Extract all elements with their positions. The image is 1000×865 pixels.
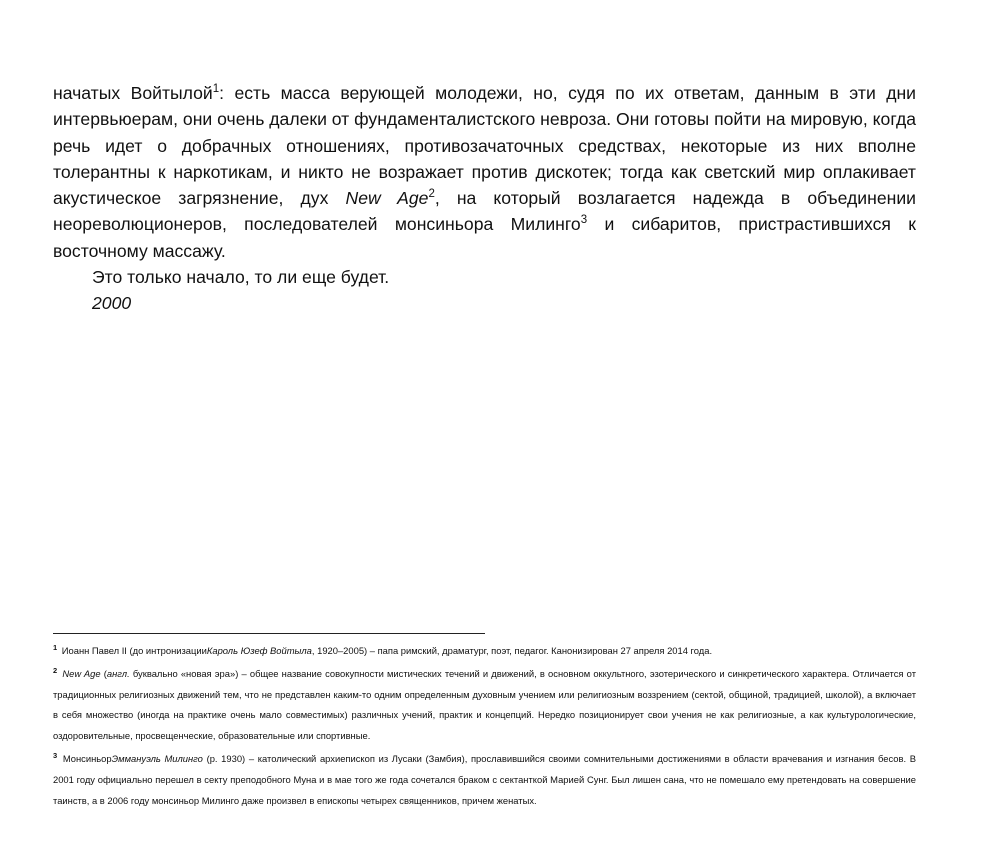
footnote-text: , 1920–2005) – папа римский, драматург, поэт, педагог. Канонизирован 27 апреля 2014 года. (311, 645, 713, 656)
footnote-ref-1[interactable]: 1 (212, 83, 220, 95)
footnote-ref-2[interactable]: 2 (428, 188, 435, 201)
footnote-separator (53, 633, 485, 634)
year: 2000 (92, 293, 132, 314)
footnote-italic-name: Кароль Юзеф Войтыла (206, 645, 312, 656)
footnote-3 (53, 749, 916, 811)
date-line (53, 290, 916, 316)
footnote-number: 2 (53, 665, 58, 675)
footnote-text: Монсиньор (59, 752, 112, 764)
paragraph-text: , на который возлагается надежда в объединении неореволюционеров, последователей монсиньора Милинго (53, 188, 916, 235)
footnote-text: буквально «новая эра») – общее название совокупности мистических течений и движений, в основном оккультного, эзотерического и синкретического характера. Отличается от традиционных религиозных движений тем, что не представлен каким-то одним определенным духовным учением или религиозным воззрением (сектой, общиной, традицией, школой), а включает в себя множество (иногда на практике очень мало совместимых) различных учений, практик и концепций. Нередко позиционирует свои учения не как религиозные, а как культурологические, оздоровительные, просвещенческие, образовательные или спортивные. (53, 667, 916, 742)
footnote-number: 3 (53, 750, 58, 760)
main-text (53, 80, 916, 317)
body-paragraph-2: Это только начало, то ли еще будет. (92, 267, 390, 288)
body-paragraph-1 (53, 80, 916, 264)
footnotes (53, 641, 916, 813)
footnote-italic-name: Эммануэль Милинго (111, 752, 203, 764)
footnote-text: ( (100, 667, 107, 679)
paragraph-text: начатых Войтылой (53, 83, 213, 103)
footnote-italic-term: New Age (62, 667, 101, 679)
footnote-italic-lang: англ. (106, 667, 130, 679)
footnote-number: 1 (53, 643, 58, 652)
new-age-term: New Age (345, 188, 429, 209)
paragraph-text: и сибаритов, пристрастившихся к восточному массажу. (53, 214, 916, 261)
footnote-text: Иоанн Павел II (до интронизации (59, 645, 207, 656)
footnote-ref-3[interactable]: 3 (580, 214, 588, 227)
footnote-text: (р. 1930) – католический архиепископ из Лусаки (Замбия), прославившийся своими сомнительными достижениями в области врачевания и изгнания бесов. В 2001 году официально перешел в секту преподобного Муна и в мае того же года сочетался браком с сектанткой Марией Сунг. Был лишен сана, что не помешало ему претендовать на совершение таинств, а в 2006 году монсиньор Милинго даже произвел в епископы четырех священников, причем женатых. (53, 752, 916, 806)
paragraph-text: : есть масса верующей молодежи, но, судя по их ответам, данным в эти дни интервьюерам, они очень далеки от фундаменталистского невроза. Они готовы пойти на мировую, когда речь идет о добрачных отношениях, противозачаточных средствах, некоторые из них вполне толерантны к наркотикам, и никто не возражает против дискотек; тогда как светский мир оплакивает акустическое загрязнение, дух (53, 83, 917, 209)
footnote-1 (53, 641, 916, 662)
footnote-2 (53, 664, 916, 747)
